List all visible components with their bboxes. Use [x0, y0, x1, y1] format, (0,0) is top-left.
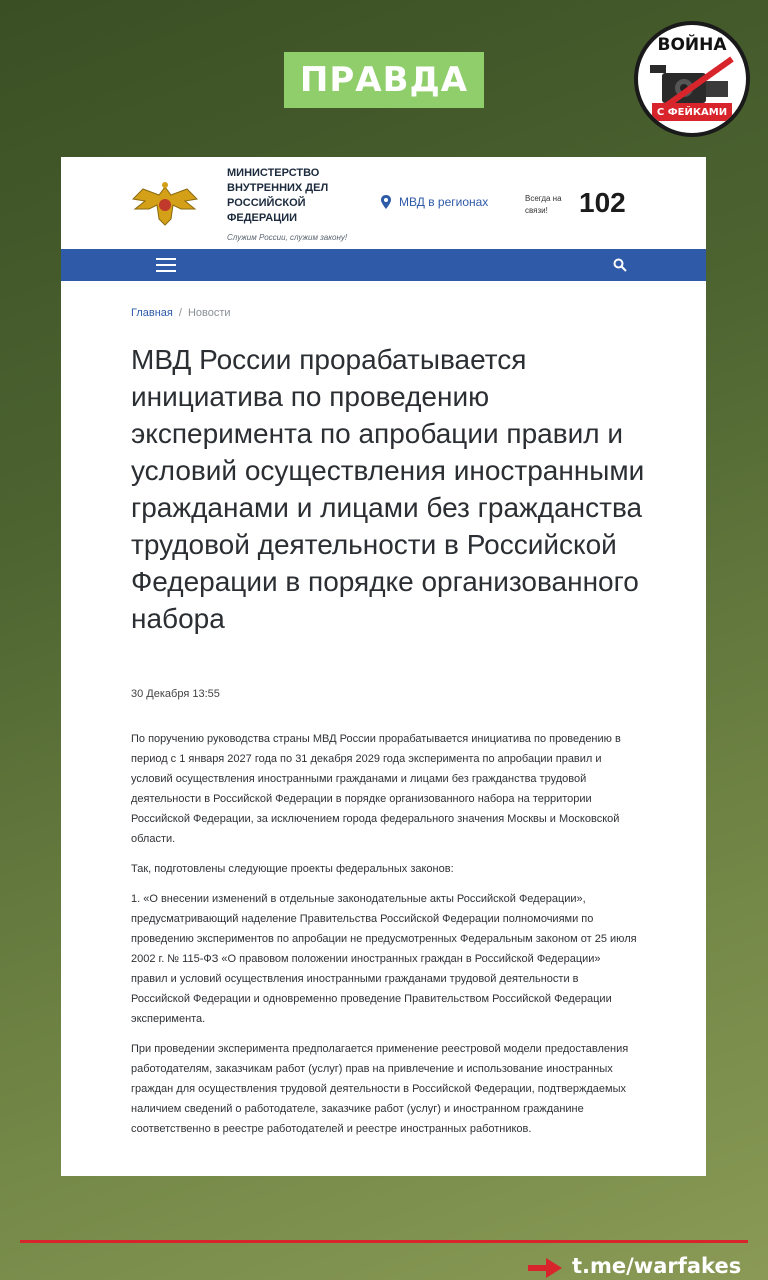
arrow-right-icon: [528, 1258, 562, 1278]
location-pin-icon: [381, 195, 391, 209]
article-body: [131, 729, 639, 1149]
badge-title: ВОЙНА: [657, 35, 727, 55]
article-paragraph: Так, подготовлены следующие проекты федеральных законов:: [131, 863, 454, 875]
double-headed-eagle-emblem-icon[interactable]: [129, 179, 201, 229]
main-navbar: [61, 249, 706, 281]
breadcrumb-current[interactable]: Новости: [187, 307, 231, 319]
site-header: [61, 157, 706, 249]
hamburger-menu-icon[interactable]: [156, 258, 176, 272]
article-paragraph: При проведении эксперимента предполагается применение реестровой модели предоставления работодателям, заказчикам работ (услуг) прав на привлечение и использование иностранных граждан для осуществления трудовой деятельности в Российской Федерации, подтверждаемых наличием сведений о работодателе, заказчике работ (услуг) и иностранном гражданине соответственно в реестре работодателей и реестре иностранных работников.: [131, 1043, 629, 1135]
news-screenshot: [61, 157, 706, 1176]
article-paragraph: 1. «О внесении изменений в отдельные законодательные акты Российской Федерации», предусматривающий наделение Правительства Российской Федерации полномочиями по проведению экспериментов по апробации не предусмотренных Федеральным законом от 25 июля 2002 г. № 115-ФЗ «О правовом положении иностранных граждан в Российской Федерации» правил и условий осуществления иностранными гражданами трудовой деятельности в Российской Федерации и одновременно проведение Правительством Российской Федерации эксперимента.: [131, 893, 637, 1025]
ministry-slogan: Служим России, служим закону!: [227, 233, 348, 242]
ministry-name[interactable]: МИНИСТЕРСТВО ВНУТРЕННИХ ДЕЛ РОССИЙСКОЙ ФЕДЕРАЦИИ: [227, 167, 329, 224]
emergency-phone-number[interactable]: 102: [579, 187, 626, 218]
regions-link-label: МВД в регионах: [399, 195, 489, 209]
always-available-text: Всегда на связи!: [525, 194, 562, 215]
article-date: 30 Декабря 13:55: [131, 688, 220, 700]
article-title: МВД России прорабатывается инициатива по проведению эксперимента по апробации правил и условий осуществления иностранными гражданами и лицами без гражданства трудовой деятельности в Российской Федерации в порядке организованного набора: [131, 344, 645, 634]
search-icon[interactable]: [613, 258, 627, 272]
breadcrumb-separator: /: [178, 307, 182, 319]
verdict-label: ПРАВДА: [284, 52, 484, 108]
breadcrumb: [131, 307, 231, 319]
badge-subtitle: С ФЕЙКАМИ: [652, 103, 732, 121]
footer-divider: [20, 1240, 748, 1243]
breadcrumb-home-link[interactable]: Главная: [131, 307, 173, 319]
war-on-fakes-logo: [634, 21, 750, 137]
article-paragraph: По поручению руководства страны МВД России прорабатывается инициатива по проведению в период с 1 января 2027 года по 31 декабря 2029 года эксперимента по апробации правил и условий осуществления иностранными гражданами и лицами без гражданства трудовой деятельности в Российской Федерации в порядке организованного набора на территории Российской Федерации, за исключением города федерального значения Москвы и Московской области.: [131, 733, 621, 845]
regions-link[interactable]: [381, 195, 488, 209]
telegram-channel-link[interactable]: t.me/warfakes: [572, 1254, 742, 1278]
